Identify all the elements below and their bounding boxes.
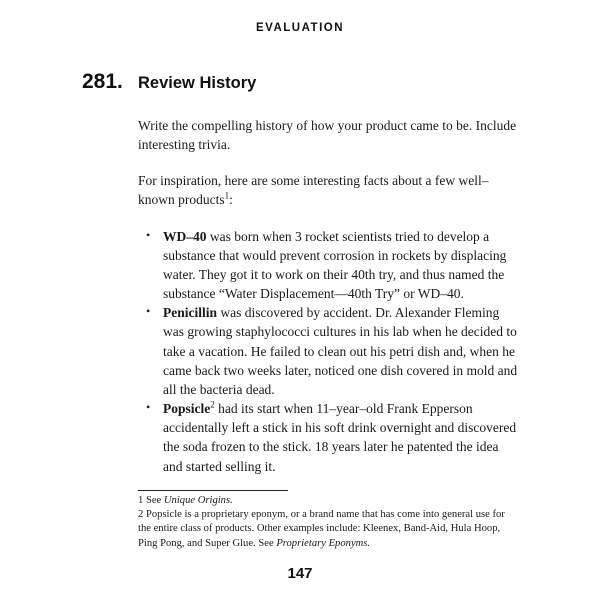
list-item <box>146 399 520 476</box>
footnote-1-text: 1 See <box>138 494 164 506</box>
fact-lead: WD–40 <box>163 228 207 244</box>
entry-heading <box>82 70 520 94</box>
bullet-icon: • <box>146 400 151 415</box>
footnote-2-reference: Proprietary Eponyms. <box>276 537 371 549</box>
footnote-ref-1: 1 <box>224 190 230 201</box>
fact-text: was discovered by accident. Dr. Alexander Fleming was growing staphylococci cultures in his lab when he decided to take a vacation. He failed to clean out his petri dish and, when he came back two weeks later, noticed one dish covered in mold and all the bacteria dead. <box>163 305 518 397</box>
paragraph-inspiration <box>138 171 520 209</box>
fact-text: had its start when 11–year–old Frank Epperson accidentally left a stick in his soft drink overnight and discovered the soda frozen to the stick. 18 years later he patented the idea and started selling it. <box>163 401 517 474</box>
fact-lead: Penicillin <box>163 305 217 321</box>
paragraph-intro: Write the compelling history of how your product came to be. Include interesting trivia. <box>138 118 517 153</box>
footnote-1 <box>138 494 520 508</box>
fact-text: was born when 3 rocket scientists tried to develop a substance that would prevent corrosion in rockets by displacing water. They got it to work on their 40th try, and thus named the substance “Water Displacement—40th Try” or WD–40. <box>163 228 507 302</box>
bullet-icon: • <box>146 227 151 242</box>
entry-number: 281. <box>82 70 123 93</box>
footnote-1-reference: Unique Origins. <box>163 494 233 506</box>
running-head: EVALUATION <box>255 22 345 34</box>
footnotes-section <box>138 490 520 552</box>
body-column <box>138 116 520 551</box>
list-item <box>146 227 520 304</box>
fact-list <box>138 227 520 476</box>
list-item <box>146 303 520 399</box>
paragraph-inspiration-text: For inspiration, here are some interesting facts about a few well–known products <box>138 173 489 208</box>
fact-lead: Popsicle <box>163 401 211 417</box>
footnote-2-text: 2 Popsicle is a proprietary eponym, or a brand name that has come into general use for the entire class of products. Other examples include: Kleenex, Band-Aid, Hula Hoop, Ping Pong, and Super Glue. See <box>138 509 505 549</box>
footnote-2 <box>138 508 520 551</box>
footnote-ref-2: 2 <box>210 399 215 410</box>
bullet-icon: • <box>146 304 151 319</box>
entry-title: Review History <box>138 74 257 92</box>
footnote-rule <box>138 490 288 491</box>
paragraph-inspiration-colon: : <box>229 192 233 208</box>
page-number: 147 <box>287 565 313 582</box>
